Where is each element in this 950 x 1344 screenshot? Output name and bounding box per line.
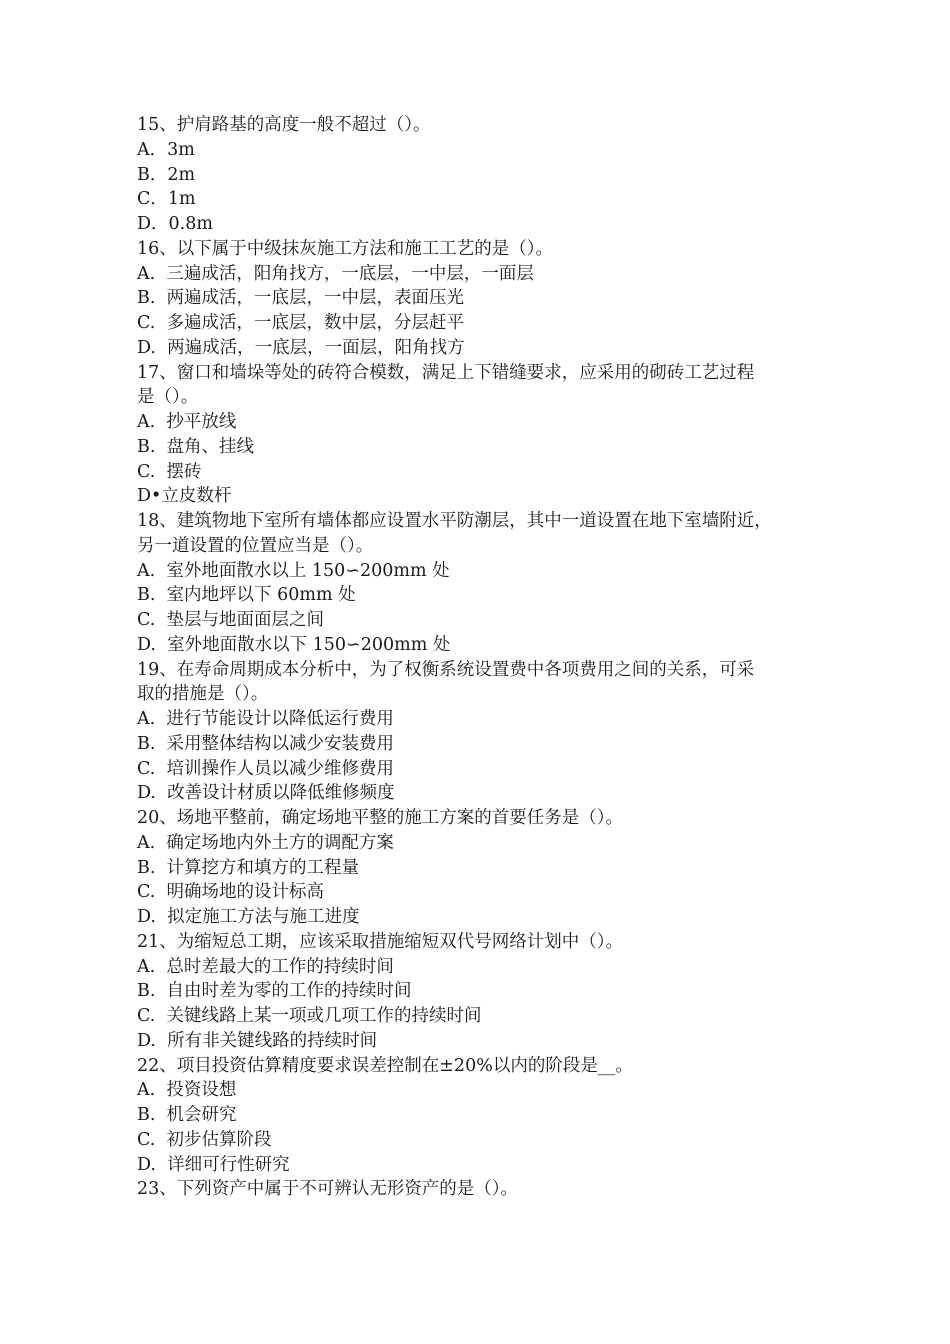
option-b: B. 盘角、挂线 <box>137 436 255 457</box>
option-d: D. 所有非关键线路的持续时间 <box>137 1030 378 1051</box>
option-d: D. 改善设计材质以降低维修频度 <box>137 783 395 804</box>
option-a: A. 投资设想 <box>137 1080 237 1101</box>
option-d: D. 两遍成活，一底层，一面层，阳角找方 <box>137 337 465 358</box>
question-19-text-continued: 取的措施是（）。 <box>137 684 269 705</box>
question-18-text-continued: 另一道设置的位置应当是（）。 <box>137 535 374 556</box>
option-b: B. 采用整体结构以减少安装费用 <box>137 733 395 754</box>
option-a: A. 抄平放线 <box>137 412 237 432</box>
question-23-text: 23、下列资产中属于不可辨认无形资产的是（）。 <box>137 1179 519 1200</box>
question-21-text: 21、为缩短总工期，应该采取措施缩短双代号网络计划中（）。 <box>137 931 624 952</box>
option-c: C. 初步估算阶段 <box>137 1129 272 1150</box>
question-22-text: 22、项目投资估算精度要求误差控制在±20%以内的阶段是__。 <box>137 1055 633 1076</box>
option-c: C. 多遍成活，一底层，数中层，分层赶平 <box>137 313 464 333</box>
option-a: A. 进行节能设计以降低运行费用 <box>137 709 394 729</box>
option-c: C. 培训操作人员以减少维修费用 <box>137 758 394 779</box>
option-b: B. 计算挖方和填方的工程量 <box>137 857 360 878</box>
option-b: B. 自由时差为零的工作的持续时间 <box>137 981 412 1002</box>
option-d: D. 室外地面散水以下 150∽200mm 处 <box>137 634 451 655</box>
option-b: B. 室内地坪以下 60mm 处 <box>137 585 356 606</box>
option-d: D•立皮数杆 <box>137 486 232 507</box>
option-a: A. 总时差最大的工作的持续时间 <box>137 956 394 977</box>
option-a: A. 室外地面散水以上 150∽200mm 处 <box>137 560 450 581</box>
option-d: D. 拟定施工方法与施工进度 <box>137 907 360 927</box>
question-20-text: 20、场地平整前，确定场地平整的施工方案的首要任务是（）。 <box>137 808 624 828</box>
option-d: D．0.8m <box>137 214 213 234</box>
option-b: B. 两遍成活，一底层，一中层，表面压光 <box>137 288 465 309</box>
option-a: A．3m <box>137 139 195 160</box>
option-c: C. 摆砖 <box>137 461 202 482</box>
option-b: B．2m <box>137 164 196 185</box>
option-a: A. 三遍成活，阳角找方，一底层，一中层，一面层 <box>137 263 534 284</box>
question-18-text: 18、建筑物地下室所有墙体都应设置水平防潮层，其中一道设置在地下室墙附近， <box>137 511 772 531</box>
question-17-text: 17、窗口和墙垛等处的砖符合模数，满足上下错缝要求，应采用的砌砖工艺过程 <box>137 362 755 383</box>
question-16-text: 16、以下属于中级抹灰施工方法和施工工艺的是（）。 <box>137 238 554 259</box>
option-c: C. 明确场地的设计标高 <box>137 882 324 903</box>
question-19-text: 19、在寿命周期成本分析中，为了权衡系统设置费中各项费用之间的关系，可采 <box>137 659 755 680</box>
question-15-text: 15、护肩路基的高度一般不超过（）。 <box>137 115 431 135</box>
document-body <box>137 113 827 1202</box>
option-c: C．1m <box>137 189 196 210</box>
option-c: C. 关键线路上某一项或几项工作的持续时间 <box>137 1006 482 1026</box>
option-d: D. 详细可行性研究 <box>137 1154 290 1175</box>
option-c: C. 垫层与地面面层之间 <box>137 610 324 630</box>
question-17-text-continued: 是（）。 <box>137 387 199 408</box>
option-a: A. 确定场地内外土方的调配方案 <box>137 832 394 853</box>
option-b: B. 机会研究 <box>137 1105 237 1125</box>
